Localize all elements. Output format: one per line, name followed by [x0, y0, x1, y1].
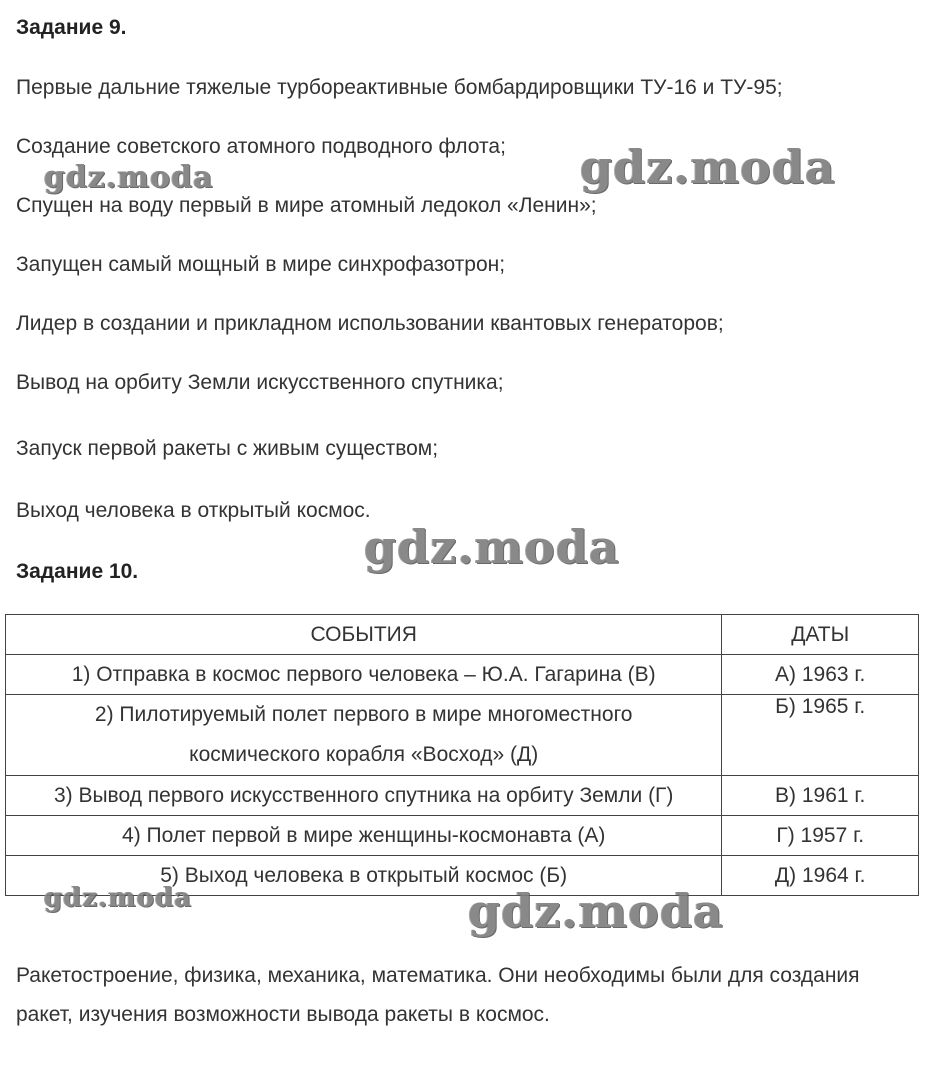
table-row: [6, 816, 919, 856]
date-cell: В) 1961 г.: [722, 776, 919, 816]
watermark-logo: gdz.moda: [44, 160, 214, 195]
event-cell-line-1: 2) Пилотируемый полет первого в мире многоместного: [94, 703, 633, 726]
column-header-dates: ДАТЫ: [722, 615, 919, 655]
column-header-events: СОБЫТИЯ: [6, 615, 722, 655]
event-cell: 5) Выход человека в открытый космос (Б): [6, 856, 722, 896]
table-row: [6, 655, 919, 695]
date-cell: Д) 1964 г.: [722, 856, 919, 896]
events-dates-table: [5, 614, 919, 896]
task9-item-8: Выход человека в открытый космос.: [16, 499, 371, 522]
date-cell: Г) 1957 г.: [722, 816, 919, 856]
task9-item-3: Спущен на воду первый в мире атомный ледокол «Ленин»;: [16, 194, 597, 217]
table-row: [6, 695, 919, 776]
task10-answer-paragraph: Ракетостроение, физика, механика, математика. Они необходимы были для создания ракет, изучения возможности вывода ракеты в космос.: [16, 964, 860, 1026]
task9-item-5: Лидер в создании и прикладном использовании квантовых генераторов;: [16, 312, 724, 335]
watermark-logo: gdz.moda: [364, 520, 620, 574]
event-cell-line-2: космического корабля «Восход» (Д): [189, 743, 539, 766]
event-cell: [6, 695, 722, 776]
task9-item-1: Первые дальние тяжелые турбореактивные бомбардировщики ТУ-16 и ТУ-95;: [16, 76, 783, 99]
date-cell: Б) 1965 г.: [722, 695, 919, 776]
event-cell: 1) Отправка в космос первого человека – Ю.А. Гагарина (В): [6, 655, 722, 695]
table-row: [6, 776, 919, 816]
watermark-logo: gdz.moda: [468, 884, 724, 938]
task10-heading: Задание 10.: [16, 560, 139, 583]
task9-item-7: Запуск первой ракеты с живым существом;: [16, 437, 439, 460]
task9-item-2: Создание советского атомного подводного флота;: [16, 135, 506, 158]
task9-heading: Задание 9.: [16, 16, 127, 39]
event-cell: 4) Полет первой в мире женщины-космонавта (А): [6, 816, 722, 856]
task9-item-6: Вывод на орбиту Земли искусственного спутника;: [16, 371, 504, 394]
task9-item-4: Запущен самый мощный в мире синхрофазотрон;: [16, 253, 506, 276]
date-cell: А) 1963 г.: [722, 655, 919, 695]
watermark-logo: gdz.moda: [44, 883, 193, 913]
table-header-row: [6, 615, 919, 655]
event-cell: 3) Вывод первого искусственного спутника на орбиту Земли (Г): [6, 776, 722, 816]
watermark-logo: gdz.moda: [580, 140, 836, 194]
